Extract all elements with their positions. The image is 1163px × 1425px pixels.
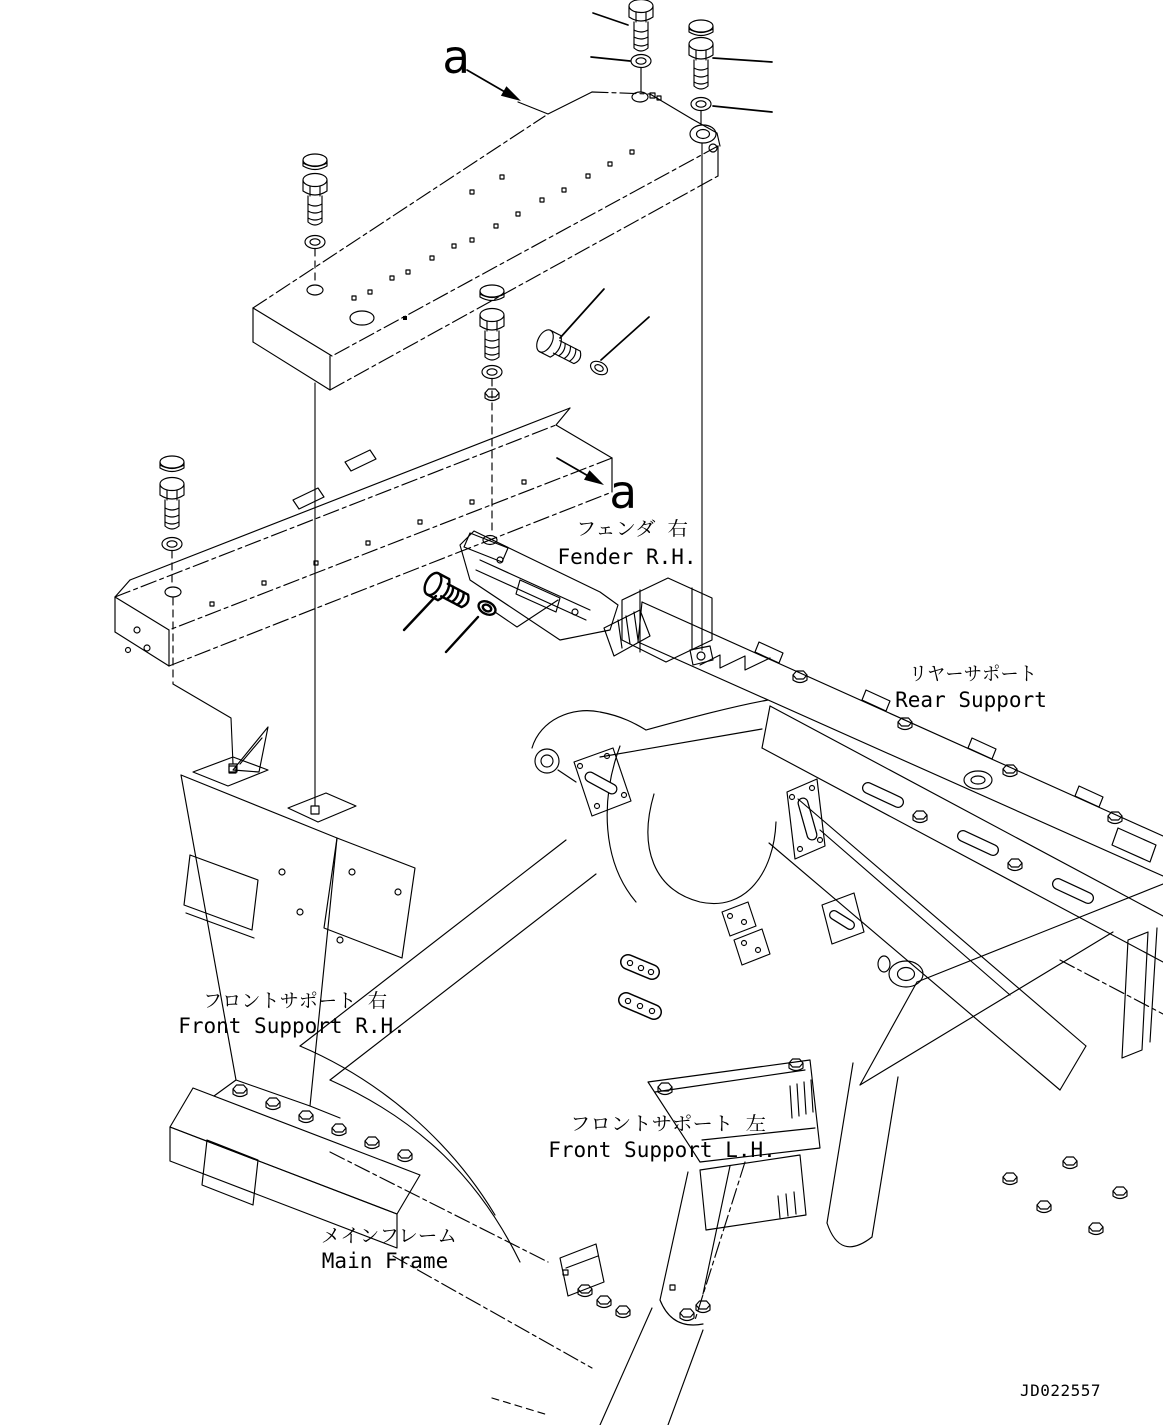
fender-plate-rh xyxy=(115,408,612,666)
label-main-frame-jp: メインフレーム xyxy=(321,1225,457,1247)
label-front-support-lh-en: Front Support L.H. xyxy=(548,1138,776,1162)
view-label-a-top: a xyxy=(442,30,470,84)
label-rear-support-en: Rear Support xyxy=(895,688,1047,712)
bolt-angled-lower xyxy=(404,570,558,652)
washer xyxy=(631,55,651,68)
cap-bolt-top-right xyxy=(689,20,772,650)
washer xyxy=(305,236,325,249)
label-front-support-rh-en: Front Support R.H. xyxy=(178,1014,406,1038)
arrow-head-icon xyxy=(584,470,604,485)
main-frame xyxy=(300,655,1163,1262)
arrow-head-icon xyxy=(501,86,521,101)
label-fender-rh-en: Fender R.H. xyxy=(557,545,697,569)
bolt-cap xyxy=(480,285,504,301)
label-rear-support-jp: リヤーサポート xyxy=(909,663,1037,685)
view-arrow-mid xyxy=(557,458,637,519)
washer xyxy=(162,538,182,551)
cap-bolt-lower-left xyxy=(160,456,237,772)
bolt-cap xyxy=(303,154,327,170)
bolt-cap xyxy=(160,456,184,472)
label-main-frame-en: Main Frame xyxy=(321,1249,449,1273)
label-front-support-rh-jp: フロントサポート 右 xyxy=(203,990,387,1012)
fender-top-plate xyxy=(253,92,720,390)
bolt-cap xyxy=(689,20,713,36)
bolt-angled-upper xyxy=(533,289,649,377)
label-fender-rh-jp: フェンダ 右 xyxy=(576,518,688,540)
cap-bolt-plate-left xyxy=(303,154,327,806)
front-support-rh xyxy=(181,727,415,1118)
drawing-number: JD022557 xyxy=(1020,1381,1102,1400)
washer xyxy=(691,98,711,111)
cap-bolt-lower-mid xyxy=(480,285,504,534)
bolt-top-center xyxy=(591,0,653,92)
view-arrow-top xyxy=(442,30,521,101)
washer xyxy=(476,598,498,617)
view-label-a-mid: a xyxy=(609,465,637,519)
washer xyxy=(588,359,609,378)
washer xyxy=(482,366,502,379)
rear-support-rail xyxy=(638,602,1163,1014)
label-front-support-lh-jp: フロントサポート 左 xyxy=(570,1113,766,1135)
